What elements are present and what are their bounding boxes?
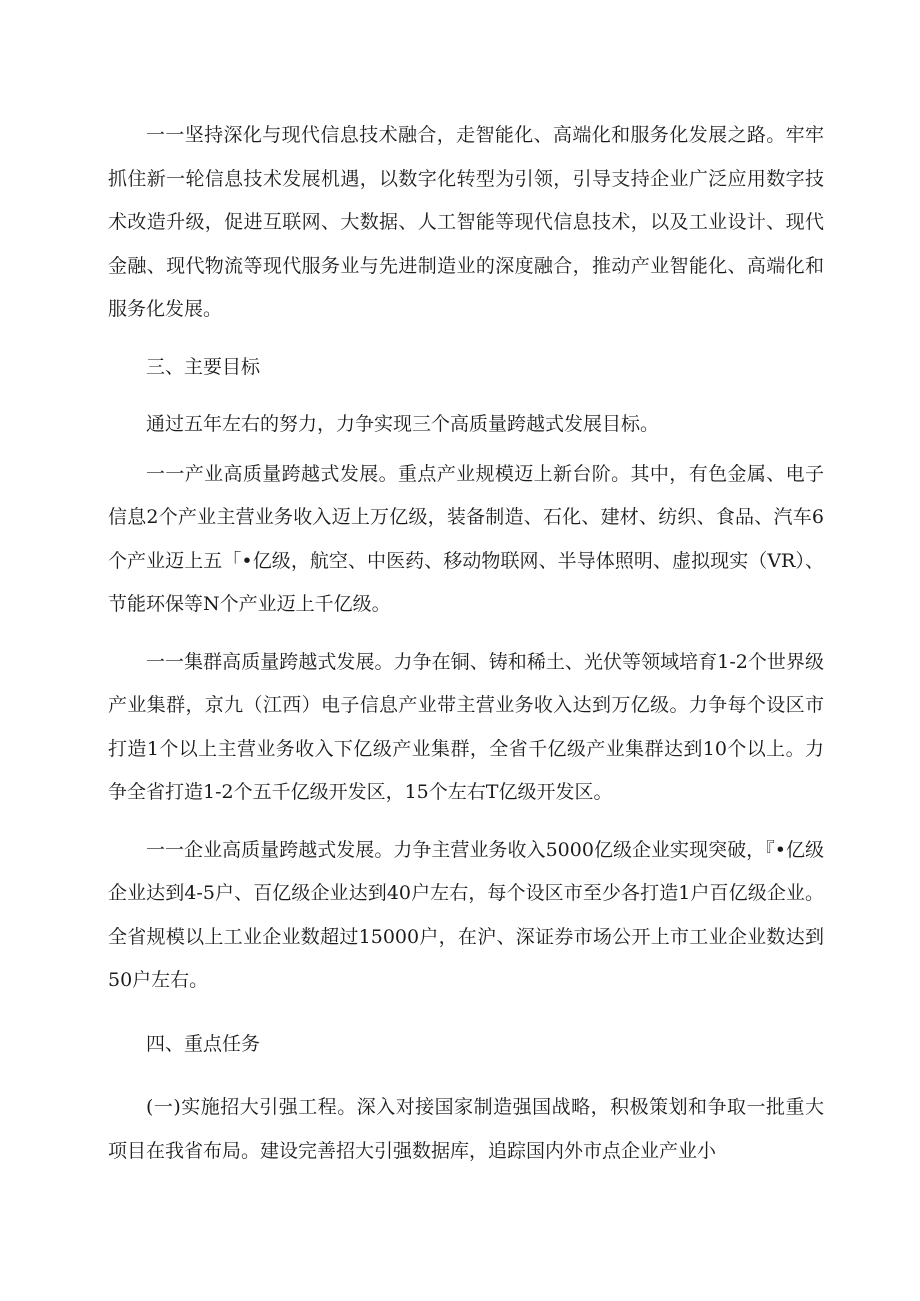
paragraph-enterprise-goal: 一一企业高质量跨越式发展。力争主营业务收入5000亿级企业实现突破，『•亿级企业达到4-5户、百亿级企业达到40户左右，每个设区市至少各打造1户百亿级企业。全省规模以上工业企业数超过15000户，在沪、深证券市场公开上市工业企业数达到50户左右。 — [108, 838, 824, 991]
paragraph-industry-goal: 一一产业高质量跨越式发展。重点产业规模迈上新台阶。其中，有色金属、电子信息2个产业主营业务收入迈上万亿级，装备制造、石化、建材、纺织、食品、汽车6个产业迈上五「•亿级，航空、中医药、移动物联网、半导体照明、虚拟现实（VR）、节能环保等N个产业迈上千亿级。 — [108, 462, 824, 615]
paragraph-integration: 一一坚持深化与现代信息技术融合，走智能化、高端化和服务化发展之路。牢牢抓住新一轮信息技术发展机遇，以数字化转型为引领，引导支持企业广泛应用数字技术改造升级，促进互联网、大数据、人工智能等现代信息技术，以及工业设计、现代金融、现代物流等现代服务业与先进制造业的深度融合，推动产业智能化、高端化和服务化发展。 — [108, 124, 824, 320]
document-body — [108, 114, 824, 1173]
paragraph-cluster-goal: 一一集群高质量跨越式发展。力争在铜、铸和稀土、光伏等领域培育1-2个世界级产业集群，京九（江西）电子信息产业带主营业务收入达到万亿级。力争每个设区市打造1个以上主营业务收入下亿级产业集群，全省千亿级产业集群达到10个以上。力争全省打造1-2个五千亿级开发区，15个左右T亿级开发区。 — [108, 650, 824, 803]
section-heading-main-goals: 三、主要目标 — [146, 355, 261, 378]
section-heading-key-tasks: 四、重点任务 — [146, 1032, 261, 1055]
paragraph-goals-intro: 通过五年左右的努力，力争实现三个高质量跨越式发展目标。 — [146, 413, 660, 435]
paragraph-task-1: (一)实施招大引强工程。深入对接国家制造强国战略，积极策划和争取一批重大项目在我省布局。建设完善招大引强数据库，追踪国内外市点企业产业小 — [108, 1096, 824, 1162]
